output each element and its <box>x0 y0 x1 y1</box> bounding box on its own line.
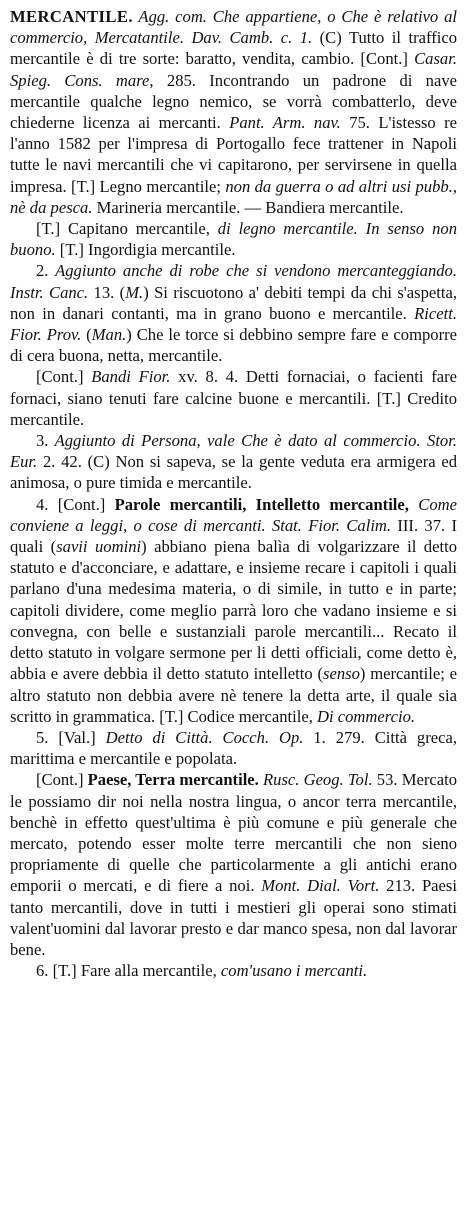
editor-mark: Man. <box>91 325 127 345</box>
source-reference: Mont. Dial. Vort. <box>261 876 380 896</box>
entry-sense-2 <box>10 260 457 366</box>
gloss-text: senso <box>323 664 360 684</box>
citation-text: xv. 8. 4. Detti fornaciai, o facienti fare fornaci, siano tenuti fare calcine buone e mercantili. [T.] Credito mercantile. <box>10 367 457 429</box>
gloss-text: savii uomini <box>56 537 142 557</box>
gloss-text: Di commercio. <box>317 706 416 726</box>
citation-text: [Cont.] <box>36 770 88 790</box>
sense-number: 2. <box>36 261 49 281</box>
entry-paragraph-bandi <box>10 366 457 430</box>
entry-paragraph-definition <box>10 6 457 218</box>
citation-text: [Cont.] <box>36 367 92 387</box>
citation-text: ) Che le torce si debbino sempre fare e comporre di cera buona, netta, mercantile. <box>10 325 458 366</box>
entry-sense-3 <box>10 430 457 494</box>
definition-text: Detto di Città. Cocch. Op. <box>105 727 304 747</box>
citation-text: ) abbiano piena balìa di volgarizzare il detto statuto e d'acconciare, e adattare, e insieme recare i capitoli i quali parlano d'una medesima materia, o di simile, in tutto e in parte; capitoli dividere, come meglio parrà loro che vadano insieme e si convegna, con belle e sustanziali parole mercantili... Recato il detto statuto in volgare sermone per li detti officiali, come detto è, abbia e avere debbia il detto statuto intelletto ( <box>10 537 457 684</box>
citation-text: Marineria mercantile. — Bandiera mercantile. <box>92 197 404 217</box>
entry-sense-6 <box>10 960 457 981</box>
citation-text: 213. Paesi tanto mercantili, dove in tutti i mestieri gli operai sono stimati valent'uomini dal lavorar presto e dar manco spesa, non dal lavorar bene. <box>10 876 457 959</box>
definition-text: Agg. com. Che appartiene, o Che è relativo al commercio, Mercatantile. Dav. Camb. c. 1. <box>10 7 457 48</box>
citation-text: 53. Mercato le possiamo dir noi nella nostra lingua, o ancor terra mercantile, benchè in effetto quest'ultima è più comune e più generale che mercato, potendo esser molte terre mercantili che non sieno propriamente di quelle che particolarmente a gli antichi erano emporii o mercati, e di fiere a noi. <box>10 770 458 896</box>
citation-text: 285. Incontrando un padrone di nave mercantile qualche legno nemico, se vorrà combatterlo, deve chiederne licenza ai mercanti. <box>10 70 458 133</box>
citation-text: (C) Tutto il traffico mercantile è di tre sorte: baratto, vendita, cambio. [Cont.] <box>10 28 457 69</box>
source-reference: Casar. Spieg. Cons. mare, <box>10 49 457 90</box>
gloss-text: nè da pesca. <box>10 197 93 217</box>
source-reference: Rusc. Geog. Tol. <box>258 770 373 790</box>
citation-text: III. 37. I quali ( <box>10 515 457 557</box>
definition-text: Aggiunto anche di robe che si vendono mercanteggiando. Instr. Canc. <box>10 261 457 302</box>
citation-text: 1. 279. Città greca, marittima e mercantile e popolata. <box>10 727 457 769</box>
citation-text: 13. ( <box>88 282 126 302</box>
citation-text: ) Si riscuotono a' debiti tempi da chi s'aspetta, non in danari contanti, ma in grano buono e mercantile. <box>10 282 458 323</box>
sense-number: 6. <box>36 961 49 981</box>
entry-sense-5 <box>10 727 457 769</box>
phrase-headword: Paese, Terra mercantile. <box>87 770 259 790</box>
gloss-text: non da guerra o ad altri usi pubb. <box>225 176 453 196</box>
entry-paragraph-usage <box>10 218 457 260</box>
gloss-text: di legno mercantile. In senso non buono. <box>10 219 457 260</box>
citation-text: ) mercantile; e altro statuto non debbia avere nè tenere la detta arte, il quale sia scritto in grammatica. [T.] Codice mercantile, <box>10 664 457 726</box>
usage-text: [T.] Ingordigia mercantile. <box>55 240 236 260</box>
sense-number: 5. <box>36 727 49 747</box>
sense-number: 3. <box>36 431 49 451</box>
entry-sense-4 <box>10 494 457 727</box>
usage-text: [T.] Fare alla mercantile, <box>48 961 221 981</box>
citation-text: [Cont.] <box>48 494 115 514</box>
citation-text: ( <box>81 325 92 345</box>
sense-number: 4. <box>36 494 49 514</box>
citation-text: 75. L'istesso re l'anno 1582 per l'impresa di Portogallo fece trattener in Napoli tutte le navi mercantili che vi capitarono, per servirsene in quella impresa. [T.] Legno mercantile; <box>10 113 457 196</box>
gloss-text: com'usano i mercanti. <box>220 961 368 981</box>
source-reference: Pant. Arm. nav. <box>229 113 341 133</box>
citation-text: 2. 42. (C) Non si sapeva, se la gente veduta era armigera ed animosa, o pure timida e mercantile. <box>10 452 457 493</box>
citation-text: [Val.] <box>48 727 106 747</box>
usage-text: [T.] Capitano mercantile, <box>36 219 218 239</box>
phrase-headword: Parole mercantili, Intelletto mercantile, <box>114 494 409 514</box>
editor-mark: M. <box>125 282 144 302</box>
headword: MERCANTILE. <box>10 7 133 26</box>
entry-paragraph-paese <box>10 769 457 960</box>
definition-text: Come conviene a leggi, o cose di mercanti. Stat. Fior. Calim. <box>10 494 457 535</box>
source-reference: Ricett. Fior. Prov. <box>10 303 457 345</box>
definition-text: Aggiunto di Persona, vale Che è dato al commercio. Stor. Eur. <box>10 431 457 472</box>
source-reference: Bandi Fior. <box>91 367 171 387</box>
separator-text: , <box>452 176 458 196</box>
